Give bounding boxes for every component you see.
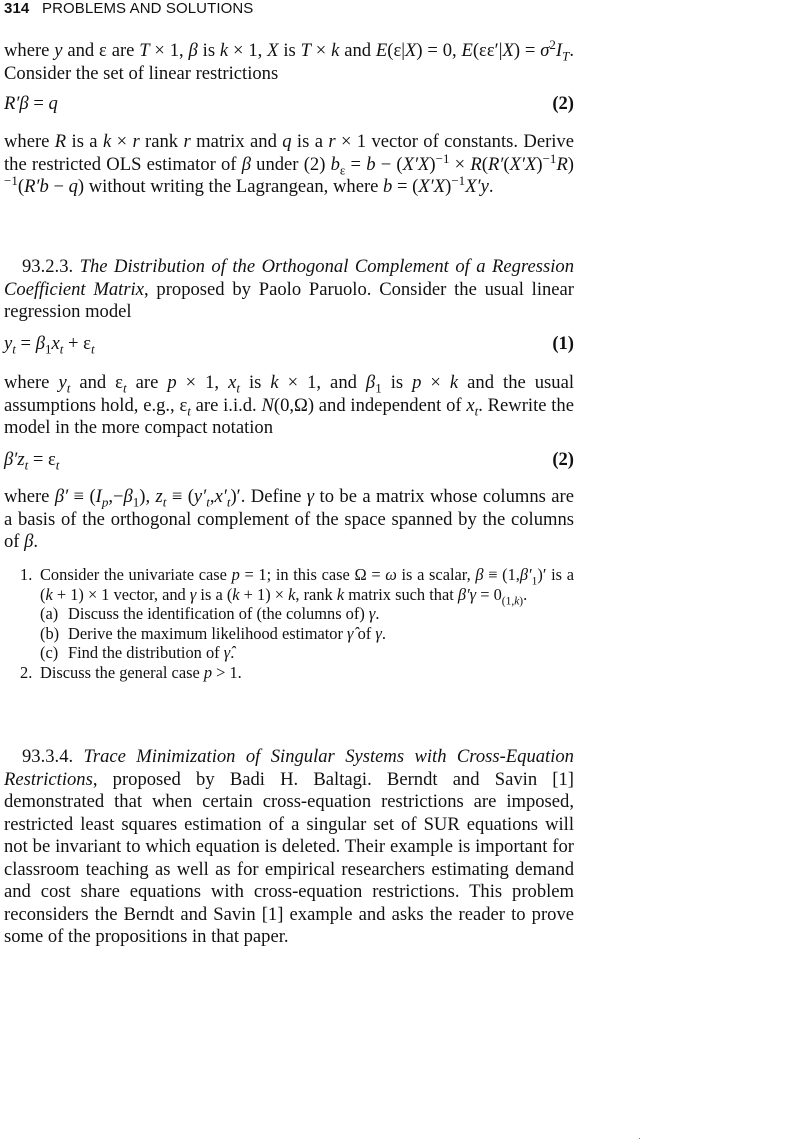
problem-93-2-3-questions <box>4 565 574 683</box>
subquestion-label: (a) <box>40 604 59 624</box>
equation-number: (2) <box>552 93 574 114</box>
paragraph <box>4 256 574 324</box>
prev-problem-paragraph-2 <box>4 131 574 199</box>
problem-number: 93.3.4. <box>22 746 74 767</box>
problem-title: Trace Minimization of Singular Systems with Cross-Equation Restrictions <box>4 746 574 790</box>
subquestion-label: (c) <box>40 643 59 663</box>
question-label: 2. <box>20 662 33 682</box>
question-label: 1. <box>20 565 33 584</box>
paragraph: where $\beta' \equiv (I_p,-\beta_1)$, $z_t \equiv (y'_t,x'_t)'$. Define γ to be a matrix whose columns are a basis of the orthogonal complement of the space spanned by the columns of β. <box>4 486 574 552</box>
problem-93-3-4 <box>4 746 574 949</box>
problem-93-2-3-intro <box>4 256 574 324</box>
question-1: 1. Consider the univariate case p = 1; in this case Ω = ω is a scalar, $\beta \equiv (1,\beta'_1)'$ is a (k + 1) × 1 vector, and γ is a (k + 1) × k, rank k matrix such that $\beta'\gamma = 0_{(1,k)}$. <box>20 565 574 607</box>
equation-body: R′β = q <box>4 93 58 114</box>
equation-number: (1) <box>552 333 574 354</box>
problem-proposer: , proposed by Paolo Paruolo. Consider the usual linear regression model <box>4 278 574 322</box>
subquestion-label: (b) <box>40 623 60 643</box>
stray-mark <box>639 1138 640 1139</box>
question-1c: (c) Find the distribution of γ̂. <box>40 643 235 663</box>
problem-body: , proposed by Badi H. Baltagi. Berndt and Savin [1] demonstrated that when certain cross-equation restrictions are imposed, restricted least squares estimation of a singular set of SUR equations will not be invariant to which equation is deleted. Their example is important for classroom teaching as well as for empirical researchers estimating demand and cost share equations with cross-equation restrictions. This problem reconsiders the Berndt and Savin [1] example and asks the reader to prove some of the propositions in that paper. <box>4 768 574 947</box>
equation-restrictions <box>4 93 574 115</box>
paragraph: where y and ε are T × 1, β is k × 1, X is T × k and E(ε|X) = 0, $E(\varepsilon\varepsilon'|X) = \sigma^2I_T$. Consider the set of linear restrictions <box>4 36 574 84</box>
question-1a: (a) Discuss the identification of (the columns of) γ. <box>40 604 380 624</box>
equation-2 <box>4 449 574 471</box>
problem-93-2-3-paragraph-2 <box>4 372 574 440</box>
prev-problem-paragraph-1 <box>4 36 574 85</box>
running-head <box>4 0 253 18</box>
paragraph: where R is a k × r rank r matrix and q is a r × 1 vector of constants. Derive the restricted OLS estimator of β under (2) $b_\varepsilon = b - (X'X)^{-1} \times R(R'(X'X)^{-1}R)^{-1}(R'b - q)$ without writing the Lagrangean, where $b = (X'X)^{-1}X'y$. <box>4 131 574 197</box>
running-head-title: PROBLEMS AND SOLUTIONS <box>42 0 254 17</box>
equation-body: $\beta'z_t = \varepsilon_t$ <box>4 449 60 473</box>
question-2: 2. Discuss the general case p > 1. <box>20 662 242 682</box>
equation-1 <box>4 333 574 355</box>
problem-93-2-3-paragraph-3 <box>4 486 574 554</box>
problem-number: 93.2.3. <box>22 256 74 277</box>
question-1b: (b) Derive the maximum likelihood estimator γ̂ of γ. <box>40 623 386 643</box>
paragraph <box>4 746 574 949</box>
paragraph: where $y_t$ and $\varepsilon_t$ are p × 1, $x_t$ is k × 1, and $\beta_1$ is p × k and the usual assumptions hold, e.g., $\varepsilon_t$ are i.i.d. N(0,Ω) and independent of $x_t$. Rewrite the model in the more compact notation <box>4 372 574 438</box>
page-number: 314 <box>4 0 30 17</box>
equation-body: $y_t = \beta_1x_t + \varepsilon_t$ <box>4 333 95 357</box>
problem-title: The Distribution of the Orthogonal Complement of a Regression Coefficient Matrix <box>4 256 574 300</box>
equation-number: (2) <box>552 449 574 470</box>
